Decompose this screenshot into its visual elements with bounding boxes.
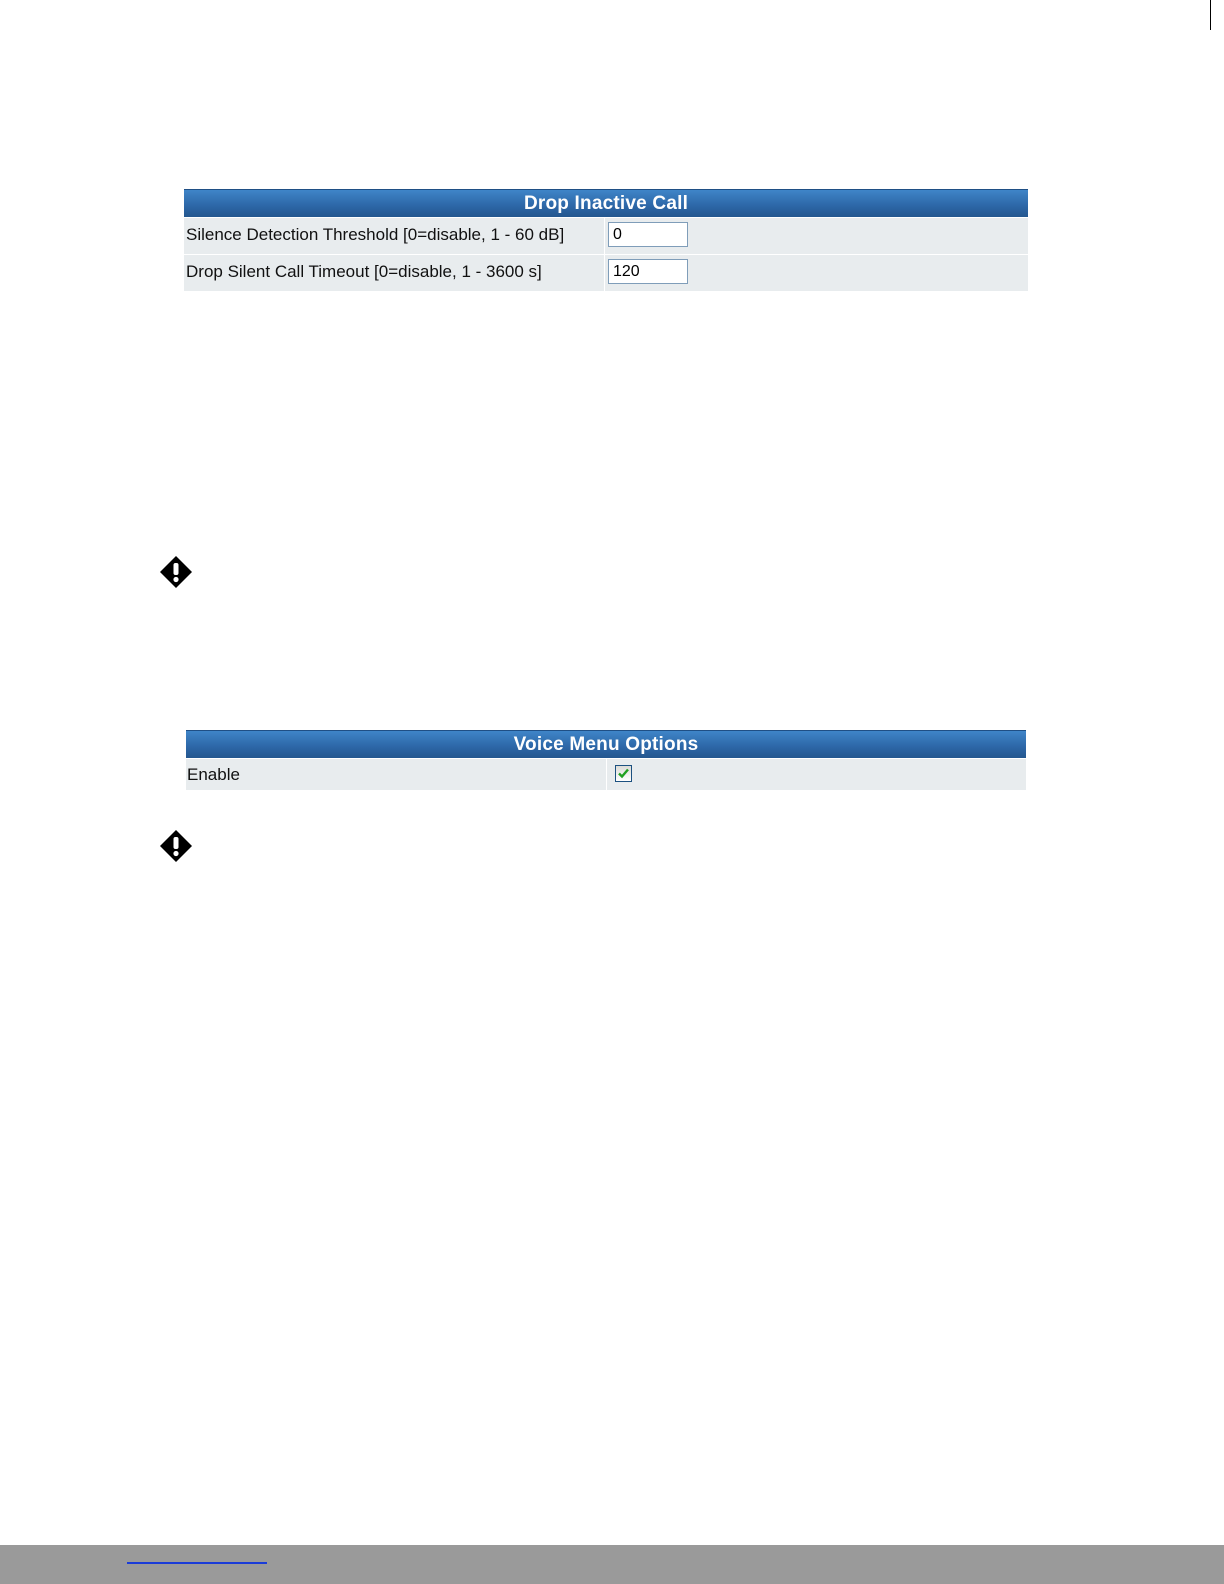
voice-menu-enable-label: Enable [187, 765, 240, 784]
checkmark-icon [617, 767, 630, 780]
column-divider [604, 255, 605, 291]
silence-detection-threshold-label: Silence Detection Threshold [0=disable, 1 - 60 dB] [186, 225, 565, 244]
warning-diamond-icon [159, 829, 193, 863]
silence-detection-threshold-row [184, 217, 1028, 254]
voice-menu-options-header: Voice Menu Options [186, 730, 1026, 758]
footer-link[interactable] [127, 1562, 267, 1564]
voice-menu-enable-checkbox[interactable] [615, 765, 632, 782]
page-corner-mark [1210, 0, 1211, 30]
drop-silent-call-timeout-label: Drop Silent Call Timeout [0=disable, 1 - 3600 s] [186, 262, 542, 281]
silence-detection-threshold-input[interactable] [608, 222, 688, 247]
column-divider [606, 759, 607, 790]
page-footer-bar [0, 1545, 1224, 1584]
warning-diamond-icon [159, 555, 193, 589]
drop-silent-call-timeout-input[interactable] [608, 259, 688, 284]
drop-inactive-call-panel [184, 189, 1028, 291]
voice-menu-options-panel [186, 730, 1026, 790]
drop-silent-call-timeout-row [184, 254, 1028, 291]
drop-inactive-call-header: Drop Inactive Call [184, 189, 1028, 217]
column-divider [604, 218, 605, 254]
voice-menu-enable-row [186, 758, 1026, 790]
